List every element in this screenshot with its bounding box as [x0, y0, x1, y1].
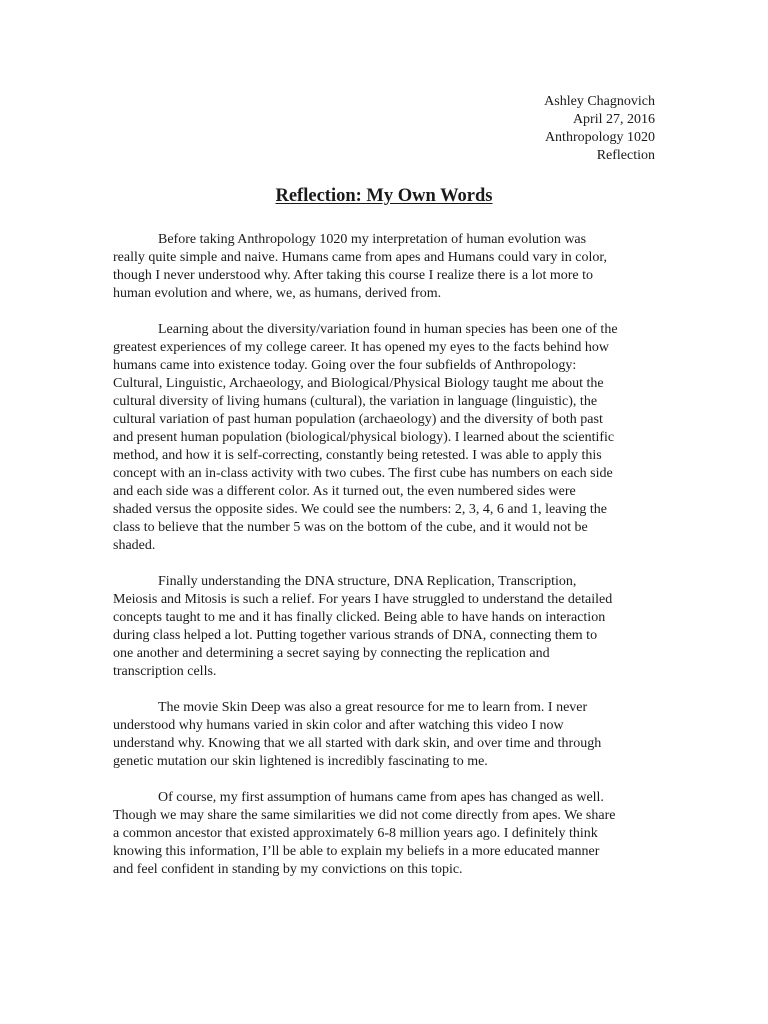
author-header [544, 93, 655, 165]
course-name: Anthropology 1020 [544, 130, 655, 145]
assignment-type: Reflection [596, 148, 655, 163]
text-line: really quite simple and naive. Humans came from apes and Humans could vary in color, [113, 250, 607, 265]
text-line: Of course, my first assumption of humans came from apes has changed as well. [158, 790, 604, 805]
text-line: during class helped a lot. Putting together various strands of DNA, connecting them to [113, 628, 598, 643]
document-body [113, 231, 657, 897]
text-line: genetic mutation our skin lightened is incredibly fascinating to me. [113, 754, 488, 769]
text-line: Though we may share the same similarities we did not come directly from apes. We share [113, 808, 616, 823]
document-date: April 27, 2016 [572, 112, 655, 127]
text-line: Meiosis and Mitosis is such a relief. For years I have struggled to understand the detailed [113, 592, 613, 607]
text-line: method, and how it is self-correcting, constantly being retested. I was able to apply this [113, 448, 602, 463]
text-line: understand why. Knowing that we all started with dark skin, and over time and through [113, 736, 602, 751]
paragraph-1 [113, 231, 657, 303]
text-line: and feel confident in standing by my convictions on this topic. [113, 862, 463, 877]
text-line: one another and determining a secret saying by connecting the replication and [113, 646, 550, 661]
paragraph-3 [113, 573, 657, 681]
text-line: Cultural, Linguistic, Archaeology, and Biological/Physical Biology taught me about the [113, 376, 604, 391]
text-line: cultural diversity of living humans (cultural), the variation in language (linguistic), the [113, 394, 598, 409]
document-title: Reflection: My Own Words [275, 186, 493, 206]
paragraph-5 [113, 789, 657, 879]
text-line: and present human population (biological/physical biology). I learned about the scientific [113, 430, 615, 445]
text-line: human evolution and where, we, as humans, derived from. [113, 286, 442, 301]
text-line: humans came into existence today. Going over the four subfields of Anthropology: [113, 358, 577, 373]
text-line: concept with an in-class activity with two cubes. The first cube has numbers on each side [113, 466, 613, 481]
text-line: concepts taught to me and it has finally clicked. Being able to have hands on interaction [113, 610, 606, 625]
text-line: class to believe that the number 5 was on the bottom of the cube, and it would not be [113, 520, 588, 535]
text-line: cultural variation of past human population (archaeology) and the diversity of both past [113, 412, 603, 427]
text-line: understood why humans varied in skin color and after watching this video I now [113, 718, 564, 733]
text-line: Learning about the diversity/variation found in human species has been one of the [158, 322, 618, 337]
text-line: shaded. [113, 538, 156, 553]
text-line: though I never understood why. After taking this course I realize there is a lot more to [113, 268, 594, 283]
text-line: shaded versus the opposite sides. We could see the numbers: 2, 3, 4, 6 and 1, leaving the [113, 502, 607, 517]
text-line: knowing this information, I’ll be able to explain my beliefs in a more educated manner [113, 844, 600, 859]
text-line: and each side was a different color. As it turned out, the even numbered sides were [113, 484, 576, 499]
text-line: greatest experiences of my college career. It has opened my eyes to the facts behind how [113, 340, 610, 355]
author-name: Ashley Chagnovich [544, 94, 655, 109]
paragraph-2 [113, 321, 657, 555]
text-line: a common ancestor that existed approximately 6-8 million years ago. I definitely think [113, 826, 598, 841]
text-line: Before taking Anthropology 1020 my interpretation of human evolution was [158, 232, 587, 247]
text-line: Finally understanding the DNA structure, DNA Replication, Transcription, [158, 574, 577, 589]
text-line: The movie Skin Deep was also a great resource for me to learn from. I never [158, 700, 588, 715]
text-line: transcription cells. [113, 664, 217, 679]
paragraph-4 [113, 699, 657, 771]
